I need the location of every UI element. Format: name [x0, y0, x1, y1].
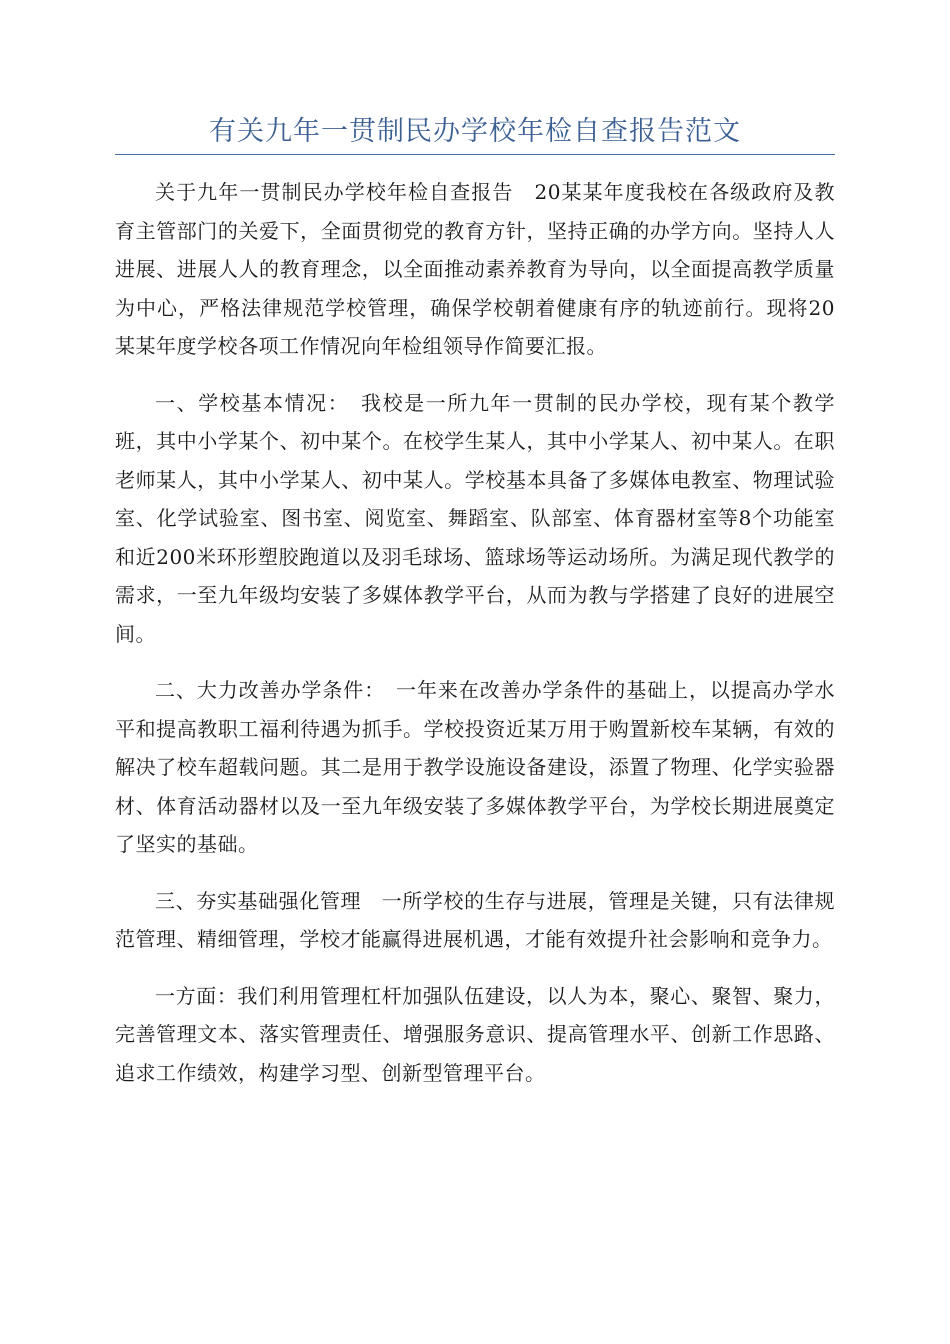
paragraph-conditions: 二、大力改善办学条件： 一年来在改善办学条件的基础上，以提高办学水平和提高教职工福利待遇为抓手。学校投资近某万用于购置新校车某辆，有效的解决了校车超载问题。其二是用于教学设施设备建设，添置了物理、化学实验器材、体育活动器材以及一至九年级安装了多媒体教学平台，为学校长期进展奠定了坚实的基础。 [115, 678, 835, 856]
title-underline [115, 154, 835, 155]
paragraph-team-building: 一方面：我们利用管理杠杆加强队伍建设，以人为本，聚心、聚智、聚力，完善管理文本、落实管理责任、增强服务意识、提高管理水平、创新工作思路、追求工作绩效，构建学习型、创新型管理平台。 [115, 983, 835, 1085]
paragraph-intro: 关于九年一贯制民办学校年检自查报告 20某某年度我校在各级政府及教育主管部门的关爱下，全面贯彻党的教育方针，坚持正确的办学方向。坚持人人进展、进展人人的教育理念，以全面推动素养教育为导向，以全面提高教学质量为中心，严格法律规范学校管理，确保学校朝着健康有序的轨迹前行。现将20某某年度学校各项工作情况向年检组领导作简要汇报。 [115, 180, 835, 358]
paragraph-management: 三、夯实基础强化管理 一所学校的生存与进展，管理是关键，只有法律规范管理、精细管理，学校才能赢得进展机遇，才能有效提升社会影响和竞争力。 [115, 888, 835, 951]
document-title: 有关九年一贯制民办学校年检自查报告范文 [209, 116, 741, 147]
document-body [115, 173, 835, 1110]
paragraph-school-basics: 一、学校基本情况： 我校是一所九年一贯制的民办学校，现有某个教学班，其中小学某个、初中某个。在校学生某人，其中小学某人、初中某人。在职老师某人，其中小学某人、初中某人。学校基本具备了多媒体电教室、物理试验室、化学试验室、图书室、阅览室、舞蹈室、队部室、体育器材室等8个功能室和近200米环形塑胶跑道以及羽毛球场、篮球场等运动场所。为满足现代教学的需求，一至九年级均安装了多媒体教学平台，从而为教与学搭建了良好的进展空间。 [115, 390, 835, 646]
